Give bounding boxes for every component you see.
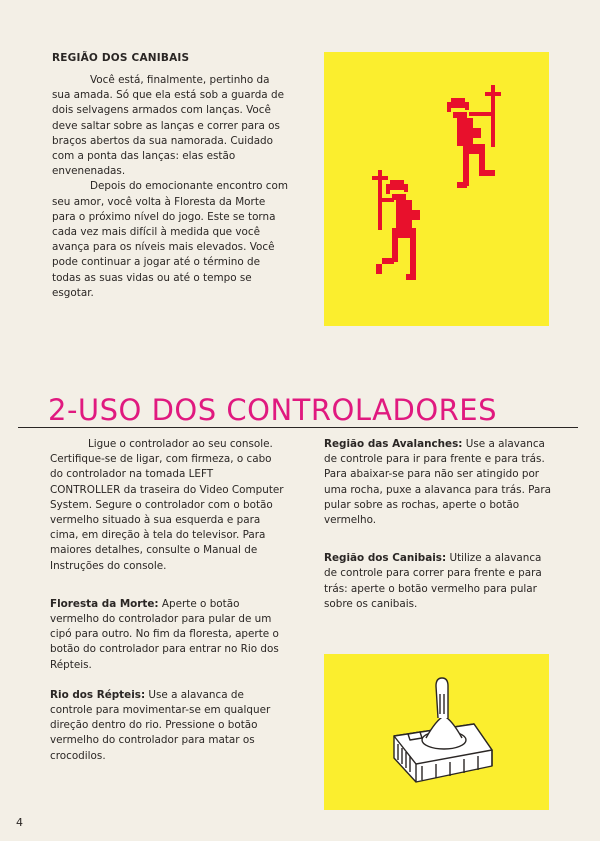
cannibal-pixel-art-icon: [324, 52, 549, 326]
rio-paragraph: [50, 688, 286, 764]
canibais-paragraph: [324, 551, 552, 612]
floresta-paragraph: [50, 597, 286, 673]
avalanche-paragraph: [324, 437, 552, 528]
avalanche-text: Use a alavanca de controle para ir para frente e para trás. Para abaixar-se para não ser atingido por uma rocha, puxe a alavanca para trás. Para pular sobre as rochas, aperte o botão vermelho.: [324, 438, 551, 527]
rio-text: Use a alavanca de controle para movimentar-se em qualquer direção dentro do rio. Pressione o botão vermelho do controlador para matar os crocodilos.: [50, 688, 271, 762]
rio-label: Rio dos Répteis:: [50, 688, 146, 701]
cannibal-figure-left: [372, 170, 420, 280]
floresta-label: Floresta da Morte:: [50, 597, 159, 610]
joystick-panel: [324, 654, 549, 810]
cannibal-paragraph-1: Você está, finalmente, pertinho da sua amada. Só que ela está sob a guarda de dois selvagens armados com lanças. Você deve saltar sobre as lanças e correr para os braços abertos da sua namorada. Cuidado com a ponta das lanças: elas estão envenenadas.: [52, 74, 284, 178]
cannibal-paragraph-2: Depois do emocionante encontro com seu amor, você volta à Floresta da Morte para o próximo nível do jogo. Este se torna cada vez mais difícil à medida que você avança para os níveis mais elevados. Você pode continuar a jogar até o término de todas as suas vidas ou até o tempo se esgotar.: [52, 180, 288, 299]
cannibal-illustration-panel: [324, 52, 549, 326]
joystick-illustration-icon: [324, 654, 549, 810]
cannibal-heading: REGIÃO DOS CANIBAIS: [52, 52, 190, 64]
floresta-text: Aperte o botão vermelho do controlador para pular de um cipó para outro. No fim da floresta, aperte o botão do controlador para entrar no Rio dos Répteis.: [50, 597, 279, 671]
cannibal-figure-right: [447, 85, 501, 188]
canibais-label: Região dos Canibais:: [324, 552, 447, 565]
controls-right-column: [324, 437, 552, 612]
avalanche-label: Região das Avalanches:: [324, 438, 463, 450]
controls-left-column: [50, 437, 286, 764]
canibais-text: Utilize a alavanca de controle para correr para frente e para trás: aperte o botão vermelho para pular sobre os canibais.: [324, 552, 542, 610]
cannibal-text-block: [52, 73, 288, 301]
section-divider: [18, 427, 578, 428]
page-number: 4: [16, 816, 23, 829]
section-title: 2-USO DOS CONTROLADORES: [48, 393, 498, 427]
controls-intro-paragraph: Ligue o controlador ao seu console. Certifique-se de ligar, com firmeza, o cabo do controlador na tomada LEFT CONTROLLER da traseira do Video Computer System. Segure o controlador com o botão vermelho situado à sua esquerda e para cima, em direção à tela do televisor. Para maiores detalhes, consulte o Manual de Instruções do console.: [50, 438, 284, 572]
